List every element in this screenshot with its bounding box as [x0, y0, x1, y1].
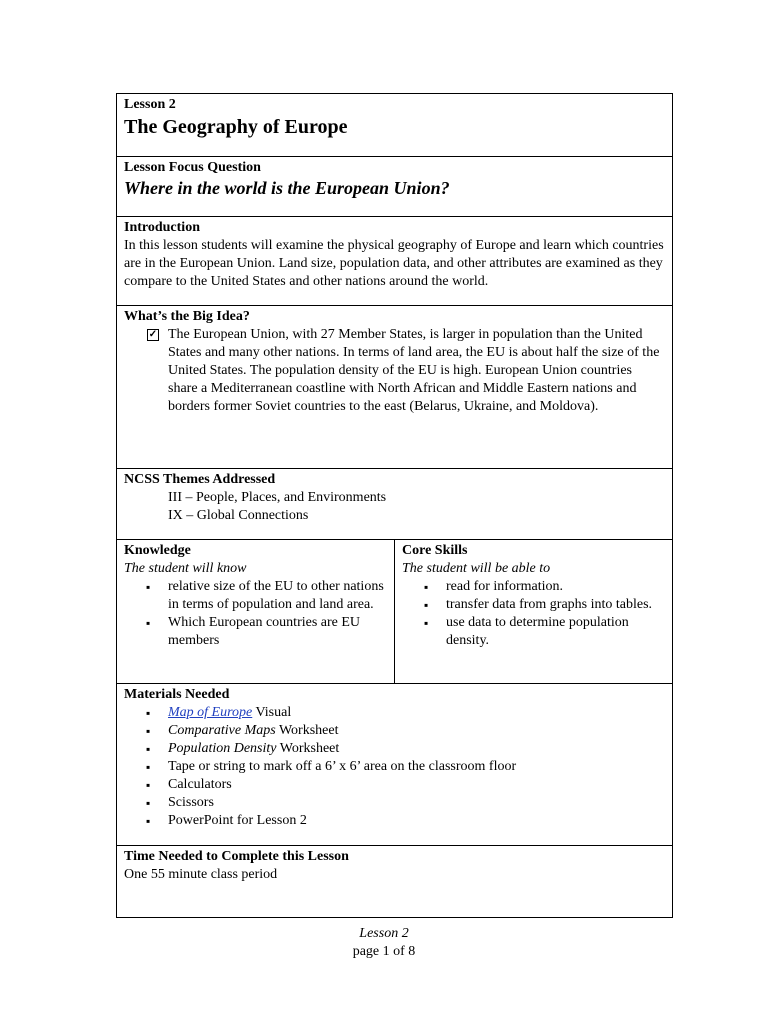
material-title: Comparative Maps — [168, 723, 276, 738]
map-of-europe-link[interactable]: Map of Europe — [168, 705, 253, 720]
page-footer — [0, 925, 768, 961]
material-suffix: Worksheet — [276, 741, 340, 756]
lesson-header-cell — [117, 94, 673, 157]
big-idea-text: The European Union, with 27 Member States, is larger in population than the United States and many other nations. In terms of land area, the EU is about half the size of the United States. The population density of the EU is high. European Union countries share a Mediterranean coastline with North African and Middle Eastern nations and borders former Soviet countries to the east (Belarus, Ukraine, and Moldova). — [168, 327, 660, 414]
introduction-cell — [117, 217, 673, 306]
knowledge-label: Knowledge — [124, 543, 191, 558]
list-item: ▪ Which European countries are EU members — [124, 614, 387, 650]
list-item — [124, 740, 665, 758]
ncss-themes-cell — [117, 469, 673, 540]
list-item: ▪ relative size of the EU to other nations in terms of population and land area. — [124, 578, 387, 614]
list-item — [124, 704, 665, 722]
list-item: ▪ read for information. — [402, 578, 665, 596]
ncss-themes-label: NCSS Themes Addressed — [124, 472, 276, 487]
focus-question: Where in the world is the European Union? — [124, 178, 450, 198]
big-idea-cell — [117, 306, 673, 469]
knowledge-subtitle: The student will know — [124, 561, 247, 576]
core-skills-list — [402, 578, 665, 650]
list-item: ▪ Scissors — [124, 794, 665, 812]
list-item: ▪ use data to determine population density. — [402, 614, 665, 650]
ncss-theme-item: III – People, Places, and Environments — [168, 490, 387, 505]
list-item: ▪ Tape or string to mark off a 6’ x 6’ area on the classroom floor — [124, 758, 665, 776]
page-title: The Geography of Europe — [124, 116, 348, 138]
focus-question-label: Lesson Focus Question — [124, 160, 261, 175]
lesson-label: Lesson 2 — [124, 97, 176, 112]
big-idea-label: What’s the Big Idea? — [124, 309, 250, 324]
material-suffix: Worksheet — [275, 723, 339, 738]
big-idea-item — [124, 326, 665, 416]
materials-cell — [117, 684, 673, 846]
focus-question-cell — [117, 157, 673, 217]
introduction-text: In this lesson students will examine the physical geography of Europe and learn which countries are in the European Union. Land size, population data, and other attributes are examined as they compare to the United States and other nations around the world. — [124, 238, 664, 289]
time-needed-cell — [117, 846, 673, 918]
introduction-label: Introduction — [124, 220, 200, 235]
knowledge-cell — [117, 540, 395, 684]
material-suffix: Visual — [252, 705, 292, 720]
list-item: ▪ PowerPoint for Lesson 2 — [124, 812, 665, 830]
materials-label: Materials Needed — [124, 687, 230, 702]
page-number: page 1 of 8 — [352, 944, 416, 959]
knowledge-list — [124, 578, 387, 650]
list-item — [124, 722, 665, 740]
time-needed-label: Time Needed to Complete this Lesson — [124, 849, 349, 864]
list-item: ▪ Calculators — [124, 776, 665, 794]
materials-list — [124, 704, 665, 830]
core-skills-label: Core Skills — [402, 543, 468, 558]
footer-lesson: Lesson 2 — [359, 926, 409, 941]
lesson-table — [116, 93, 673, 918]
core-skills-cell — [395, 540, 673, 684]
checkbox-icon: ✓ — [148, 329, 158, 340]
list-item: ▪ transfer data from graphs into tables. — [402, 596, 665, 614]
ncss-theme-item: IX – Global Connections — [168, 508, 309, 523]
core-skills-subtitle: The student will be able to — [402, 561, 551, 576]
time-needed-text: One 55 minute class period — [124, 867, 278, 882]
material-title: Population Density — [168, 741, 277, 756]
